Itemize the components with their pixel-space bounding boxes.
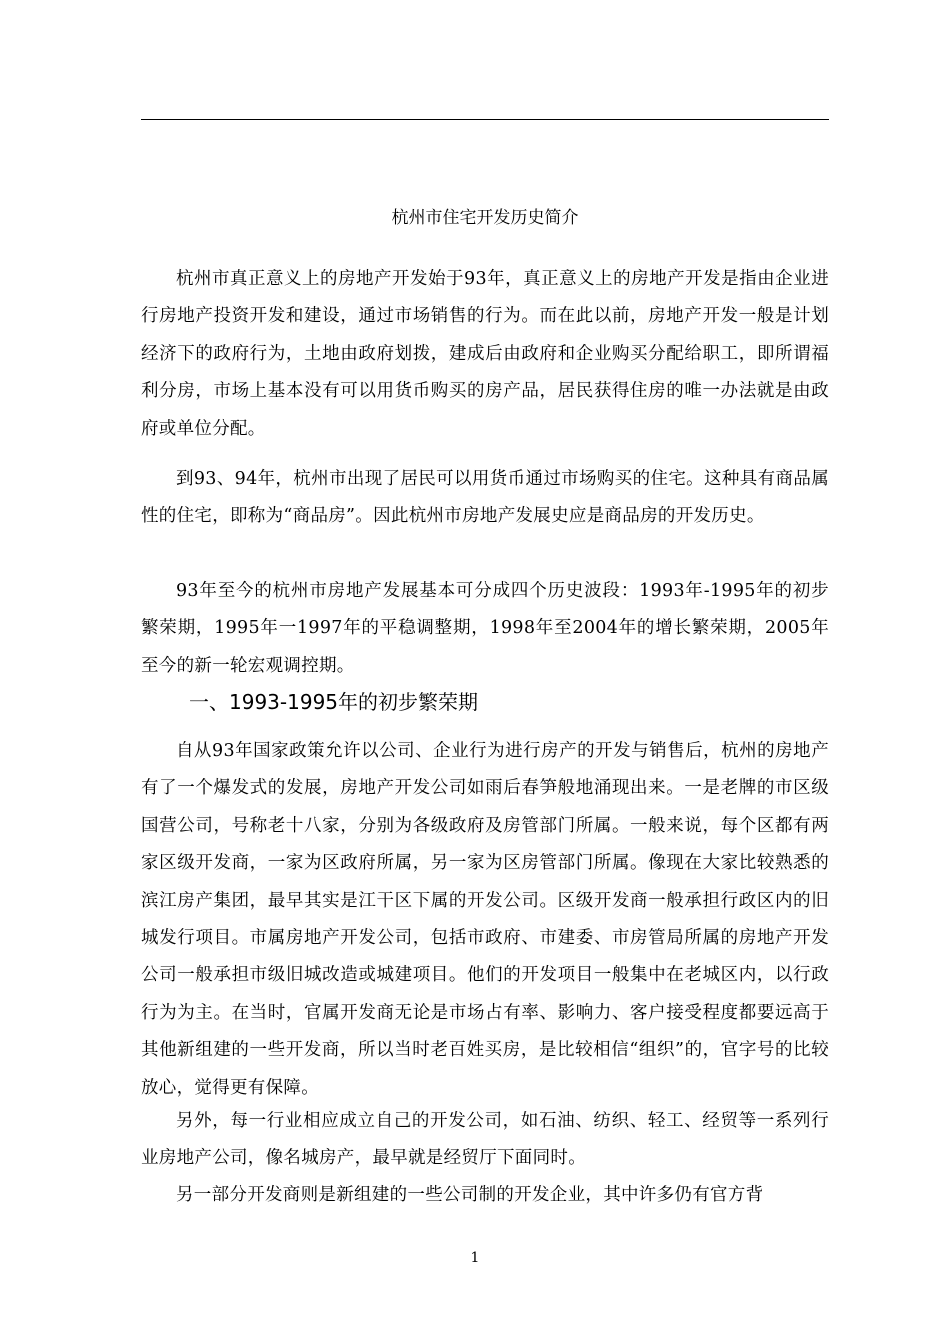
section-paragraph-1: 自从93年国家政策允许以公司、企业行为进行房产的开发与销售后，杭州的房地产有了一个爆发式的发展，房地产开发公司如雨后春笋般地涌现出来。一是老牌的市区级国营公司，号称老十八家，分别为各级政府及房管部门所属。一般来说，每个区都有两家区级开发商，一家为区政府所属，另一家为区房管部门所属。像现在大家比较熟悉的滨江房产集团，最早其实是江干区下属的开发公司。区级开发商一般承担行政区内的旧城发行项目。市属房地产开发公司，包括市政府、市建委、市房管局所属的房地产开发公司一般承担市级旧城改造或城建项目。他们的开发项目一般集中在老城区内，以行政行为为主。在当时，官属开发商无论是市场占有率、影响力、客户接受程度都要远高于其他新组建的一些开发商，所以当时老百姓买房，是比较相信“组织”的，官字号的比较放心，觉得更有保障。 (141, 741, 829, 1098)
paragraph-2: 到93、94年，杭州市出现了居民可以用货币通过市场购买的住宅。这种具有商品属性的住宅，即称为“商品房”。因此杭州市房地产发展史应是商品房的开发历史。 (141, 469, 829, 527)
section-heading: 一、1993-1995年的初步繁荣期 (189, 690, 479, 714)
section-paragraph-2: 另外，每一行业相应成立自己的开发公司，如石油、纺织、轻工、经贸等一系列行业房地产公司，像名城房产，最早就是经贸厅下面同时。 (141, 1111, 829, 1169)
section-paragraph-3: 另一部分开发商则是新组建的一些公司制的开发企业，其中许多仍有官方背 (176, 1185, 764, 1205)
page-number: 1 (470, 1250, 480, 1266)
document-title: 杭州市住宅开发历史简介 (391, 208, 579, 228)
paragraph-3: 93年至今的杭州市房地产发展基本可分成四个历史波段：1993年-1995年的初步繁荣期，1995年一1997年的平稳调整期，1998年至2004年的增长繁荣期，2005年至今的新一轮宏观调控期。 (141, 581, 829, 676)
header-rule (141, 119, 829, 120)
paragraph-1: 杭州市真正意义上的房地产开发始于93年，真正意义上的房地产开发是指由企业进行房地产投资开发和建设，通过市场销售的行为。而在此以前，房地产开发一般是计划经济下的政府行为，土地由政府划拨，建成后由政府和企业购买分配给职工，即所谓福利分房，市场上基本没有可以用货币购买的房产品，居民获得住房的唯一办法就是由政府或单位分配。 (141, 269, 829, 439)
